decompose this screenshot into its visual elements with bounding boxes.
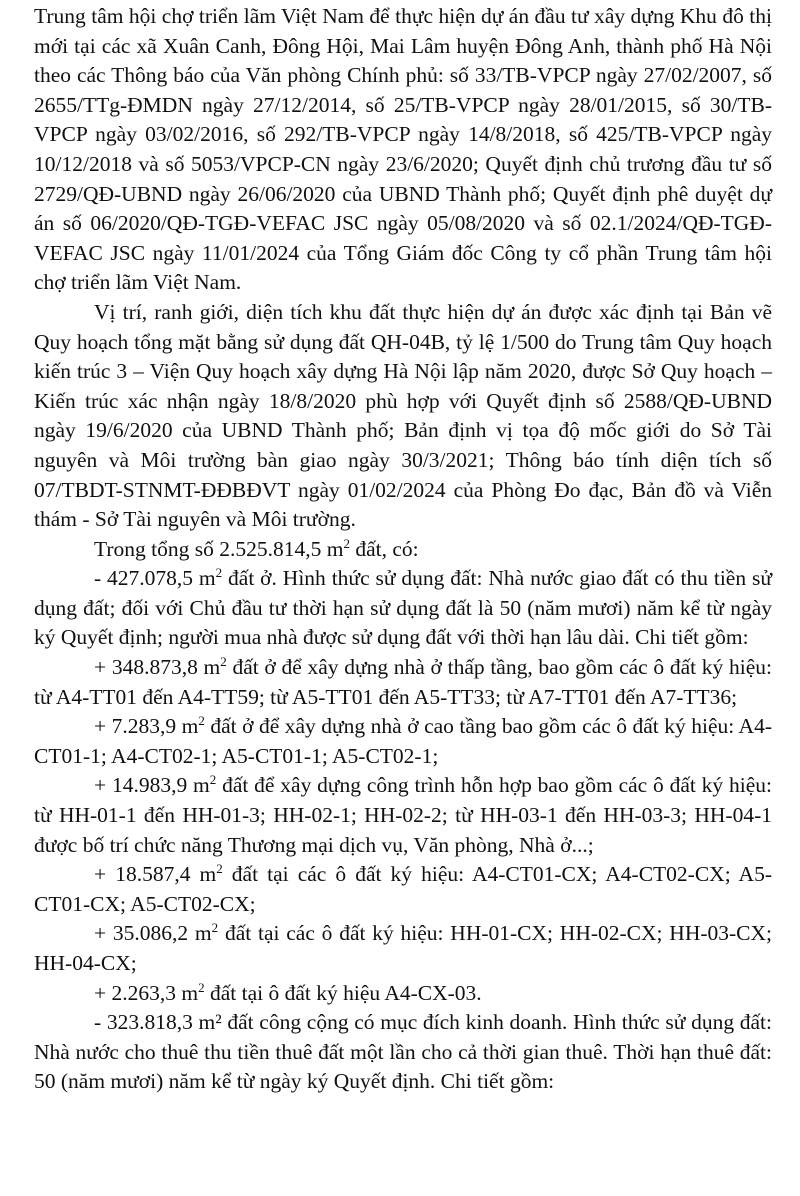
cx-a-lots-text: đất tại các ô đất ký hiệu: A4-CT01-CX; A4-CT02-CX; A5-CT01-CX; A5-CT02-CX;: [34, 862, 772, 916]
residential-land-area: - 427.078,5 m: [94, 566, 216, 591]
mixed-use-area: + 14.983,9 m: [94, 773, 210, 798]
superscript: 2: [343, 535, 350, 551]
paragraph-total-area: [34, 535, 772, 565]
paragraph-cx-a-lots: [34, 860, 772, 919]
paragraph-low-rise: [34, 653, 772, 712]
superscript: 2: [209, 772, 217, 788]
paragraph-residential-land: [34, 564, 772, 653]
superscript: 2: [220, 654, 227, 670]
low-rise-text: đất ở để xây dựng nhà ở thấp tầng, bao gồm các ô đất ký hiệu: từ A4-TT01 đến A4-TT59; từ A5-TT01 đến A5-TT33; từ A7-TT01 đến A7-TT36;: [34, 655, 772, 709]
superscript: 2: [198, 713, 205, 729]
high-rise-area: + 7.283,9 m: [94, 714, 199, 739]
mixed-use-text: đất để xây dựng công trình hỗn hợp bao gồm các ô đất ký hiệu: từ HH-01-1 đến HH-01-3; HH-02-1; HH-02-2; từ HH-03-1 đến HH-03-3; HH-04-1 được bố trí chức năng Thương mại dịch vụ, Văn phòng, Nhà ở...;: [34, 773, 772, 857]
paragraph-a4-cx-03: [34, 979, 772, 1009]
paragraph-project-basis: Trung tâm hội chợ triển lãm Việt Nam để thực hiện dự án đầu tư xây dựng Khu đô thị mới tại các xã Xuân Canh, Đông Hội, Mai Lâm huyện Đông Anh, thành phố Hà Nội theo các Thông báo của Văn phòng Chính phủ: số 33/TB-VPCP ngày 27/02/2007, số 2655/TTg-ĐMDN ngày 27/12/2014, số 25/TB-VPCP ngày 28/01/2015, số 30/TB-VPCP ngày 03/02/2016, số 292/TB-VPCP ngày 14/8/2018, số 425/TB-VPCP ngày 10/12/2018 và số 5053/VPCP-CN ngày 23/6/2020; Quyết định chủ trương đầu tư số 2729/QĐ-UBND ngày 26/06/2020 của UBND Thành phố; Quyết định phê duyệt dự án số 06/2020/QĐ-TGĐ-VEFAC JSC ngày 05/08/2020 và số 02.1/2024/QĐ-TGĐ-VEFAC JSC ngày 11/01/2024 của Tổng Giám đốc Công ty cổ phần Trung tâm hội chợ triển lãm Việt Nam.: [34, 4, 772, 295]
superscript: 2: [215, 565, 223, 581]
paragraph-high-rise: [34, 712, 772, 771]
cx-hh-lots-text: đất tại các ô đất ký hiệu: HH-01-CX; HH-02-CX; HH-03-CX; HH-04-CX;: [34, 921, 772, 975]
paragraph-land-location: Vị trí, ranh giới, diện tích khu đất thực hiện dự án được xác định tại Bản vẽ Quy hoạch tổng mặt bằng sử dụng đất QH-04B, tỷ lệ 1/500 do Trung tâm Quy hoạch kiến trúc 3 – Viện Quy hoạch xây dựng Hà Nội lập năm 2020, được Sở Quy hoạch – Kiến trúc xác nhận ngày 18/8/2020 phù hợp với Quyết định số 2588/QĐ-UBND ngày 19/6/2020 của UBND Thành phố; Bản định vị tọa độ mốc giới do Sở Tài nguyên và Môi trường bàn giao ngày 30/3/2021; Thông báo tính diện tích số 07/TBDT-STNMT-ĐĐBĐVT ngày 01/02/2024 của Phòng Đo đạc, Bản đồ và Viễn thám - Sở Tài nguyên và Môi trường.: [34, 299, 772, 532]
paragraph-mixed-use: [34, 771, 772, 860]
paragraph-cx-hh-lots: [34, 919, 772, 978]
superscript: 2: [211, 920, 219, 936]
cx-a-lots-area: + 18.587,4 m: [94, 862, 217, 887]
superscript: 2: [198, 979, 205, 995]
a4-cx-03-area: + 2.263,3 m: [94, 980, 199, 1005]
total-area-suffix: đất, có:: [349, 536, 419, 561]
cx-hh-lots-area: + 35.086,2 m: [94, 921, 212, 946]
total-area-text: Trong tổng số 2.525.814,5 m: [94, 536, 344, 561]
low-rise-area: + 348.873,8 m: [94, 655, 221, 680]
high-rise-text: đất ở để xây dựng nhà ở cao tầng bao gồm các ô đất ký hiệu: A4-CT01-1; A4-CT02-1; A5-CT01-1; A5-CT02-1;: [34, 714, 772, 768]
superscript: 2: [216, 861, 223, 877]
paragraph-commercial-public-land: - 323.818,3 m² đất công cộng có mục đích kinh doanh. Hình thức sử dụng đất: Nhà nước cho thuê thu tiền thuê đất một lần cho cả thời gian thuê. Thời hạn thuê đất: 50 (năm mươi) năm kể từ ngày ký Quyết định. Chi tiết gồm:: [34, 1010, 772, 1094]
a4-cx-03-text: đất tại ô đất ký hiệu A4-CX-03.: [204, 980, 482, 1005]
residential-land-text: đất ở. Hình thức sử dụng đất: Nhà nước giao đất có thu tiền sử dụng đất; đối với Chủ đầu tư thời hạn sử dụng đất là 50 (năm mươi) năm kể từ ngày ký Quyết định; người mua nhà được sử dụng đất với thời hạn lâu dài. Chi tiết gồm:: [34, 566, 772, 650]
